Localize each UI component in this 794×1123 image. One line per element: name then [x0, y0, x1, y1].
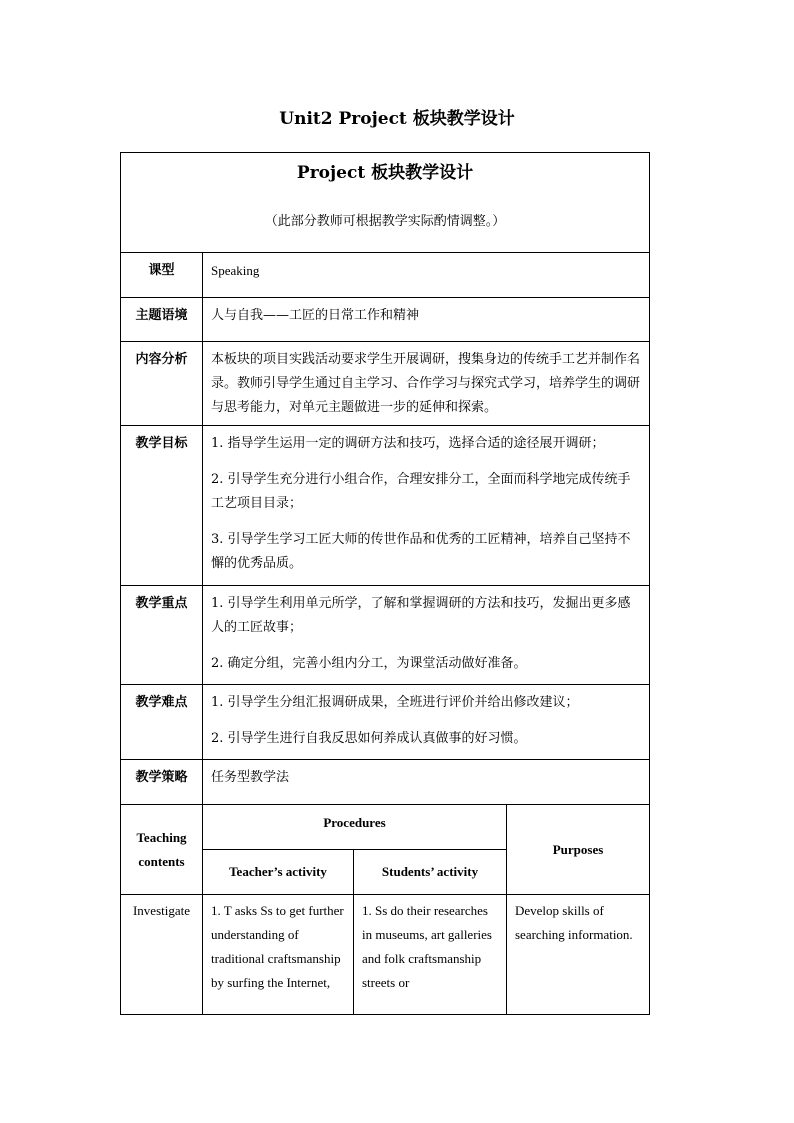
strategy-value: 任务型教学法: [203, 760, 650, 805]
content-analysis-row: [121, 342, 650, 426]
key-points-row: [121, 586, 650, 685]
teacher-activity-header: Teacher’s activity: [203, 850, 354, 895]
goal-item: 1. 指导学生运用一定的调研方法和技巧，选择合适的途径展开调研；: [211, 436, 605, 451]
strategy-row: [121, 760, 650, 805]
key-point-item: 2. 确定分组，完善小组内分工，为课堂活动做好准备。: [211, 656, 527, 671]
difficulties-row: [121, 685, 650, 760]
goals-label: 教学目标: [121, 426, 203, 586]
key-point-item: 1. 引导学生利用单元所学，了解和掌握调研的方法和技巧，发掘出更多感人的工匠故事；: [211, 596, 631, 635]
goal-item: 3. 引导学生学习工匠大师的传世作品和优秀的工匠精神，培养自己坚持不懈的优秀品质。: [211, 532, 631, 571]
table-note: （此部分教师可根据教学实际酌情调整。）: [264, 214, 506, 229]
header-row: [121, 153, 650, 253]
procedure-header-row: [121, 805, 650, 850]
theme-label: 主题语境: [121, 298, 203, 342]
lesson-plan-table: [120, 152, 650, 1015]
students-activity: 1. Ss do their researches in museums, art galleries and folk craftsmanship streets or: [354, 895, 507, 1015]
goals-row: [121, 426, 650, 586]
theme-value: 人与自我——工匠的日常工作和精神: [203, 298, 650, 342]
content-analysis-label: 内容分析: [121, 342, 203, 426]
purposes-header: Purposes: [507, 805, 650, 895]
key-points-value: [203, 586, 650, 685]
theme-row: [121, 298, 650, 342]
goals-value: [203, 426, 650, 586]
procedure-content: Investigate: [121, 895, 203, 1015]
strategy-label: 教学策略: [121, 760, 203, 805]
lesson-type-value: Speaking: [203, 253, 650, 298]
teacher-activity: 1. T asks Ss to get further understanding of traditional craftsmanship by surfing the Internet,: [203, 895, 354, 1015]
procedure-row: [121, 895, 650, 1015]
lesson-type-label: 课型: [121, 253, 203, 298]
difficulty-item: 1. 引导学生分组汇报调研成果，全班进行评价并给出修改建议；: [211, 695, 579, 710]
content-analysis-value: 本板块的项目实践活动要求学生开展调研，搜集身边的传统手工艺并制作名录。教师引导学生通过自主学习、合作学习与探究式学习，培养学生的调研与思考能力，对单元主题做进一步的延伸和探索。: [203, 342, 650, 426]
key-points-label: 教学重点: [121, 586, 203, 685]
page-title: Unit2 Project 板块教学设计: [279, 109, 515, 129]
lesson-type-row: [121, 253, 650, 298]
difficulties-label: 教学难点: [121, 685, 203, 760]
procedures-header: Procedures: [203, 805, 507, 850]
difficulties-value: [203, 685, 650, 760]
goal-item: 2. 引导学生充分进行小组合作，合理安排分工，全面而科学地完成传统手工艺项目目录；: [211, 472, 631, 511]
header-cell: [121, 153, 650, 253]
students-activity-header: Students’ activity: [354, 850, 507, 895]
table-title: Project 板块教学设计: [296, 163, 474, 183]
purpose: Develop skills of searching information.: [507, 895, 650, 1015]
teaching-contents-header: Teaching contents: [121, 805, 203, 895]
difficulty-item: 2. 引导学生进行自我反思如何养成认真做事的好习惯。: [211, 731, 527, 746]
